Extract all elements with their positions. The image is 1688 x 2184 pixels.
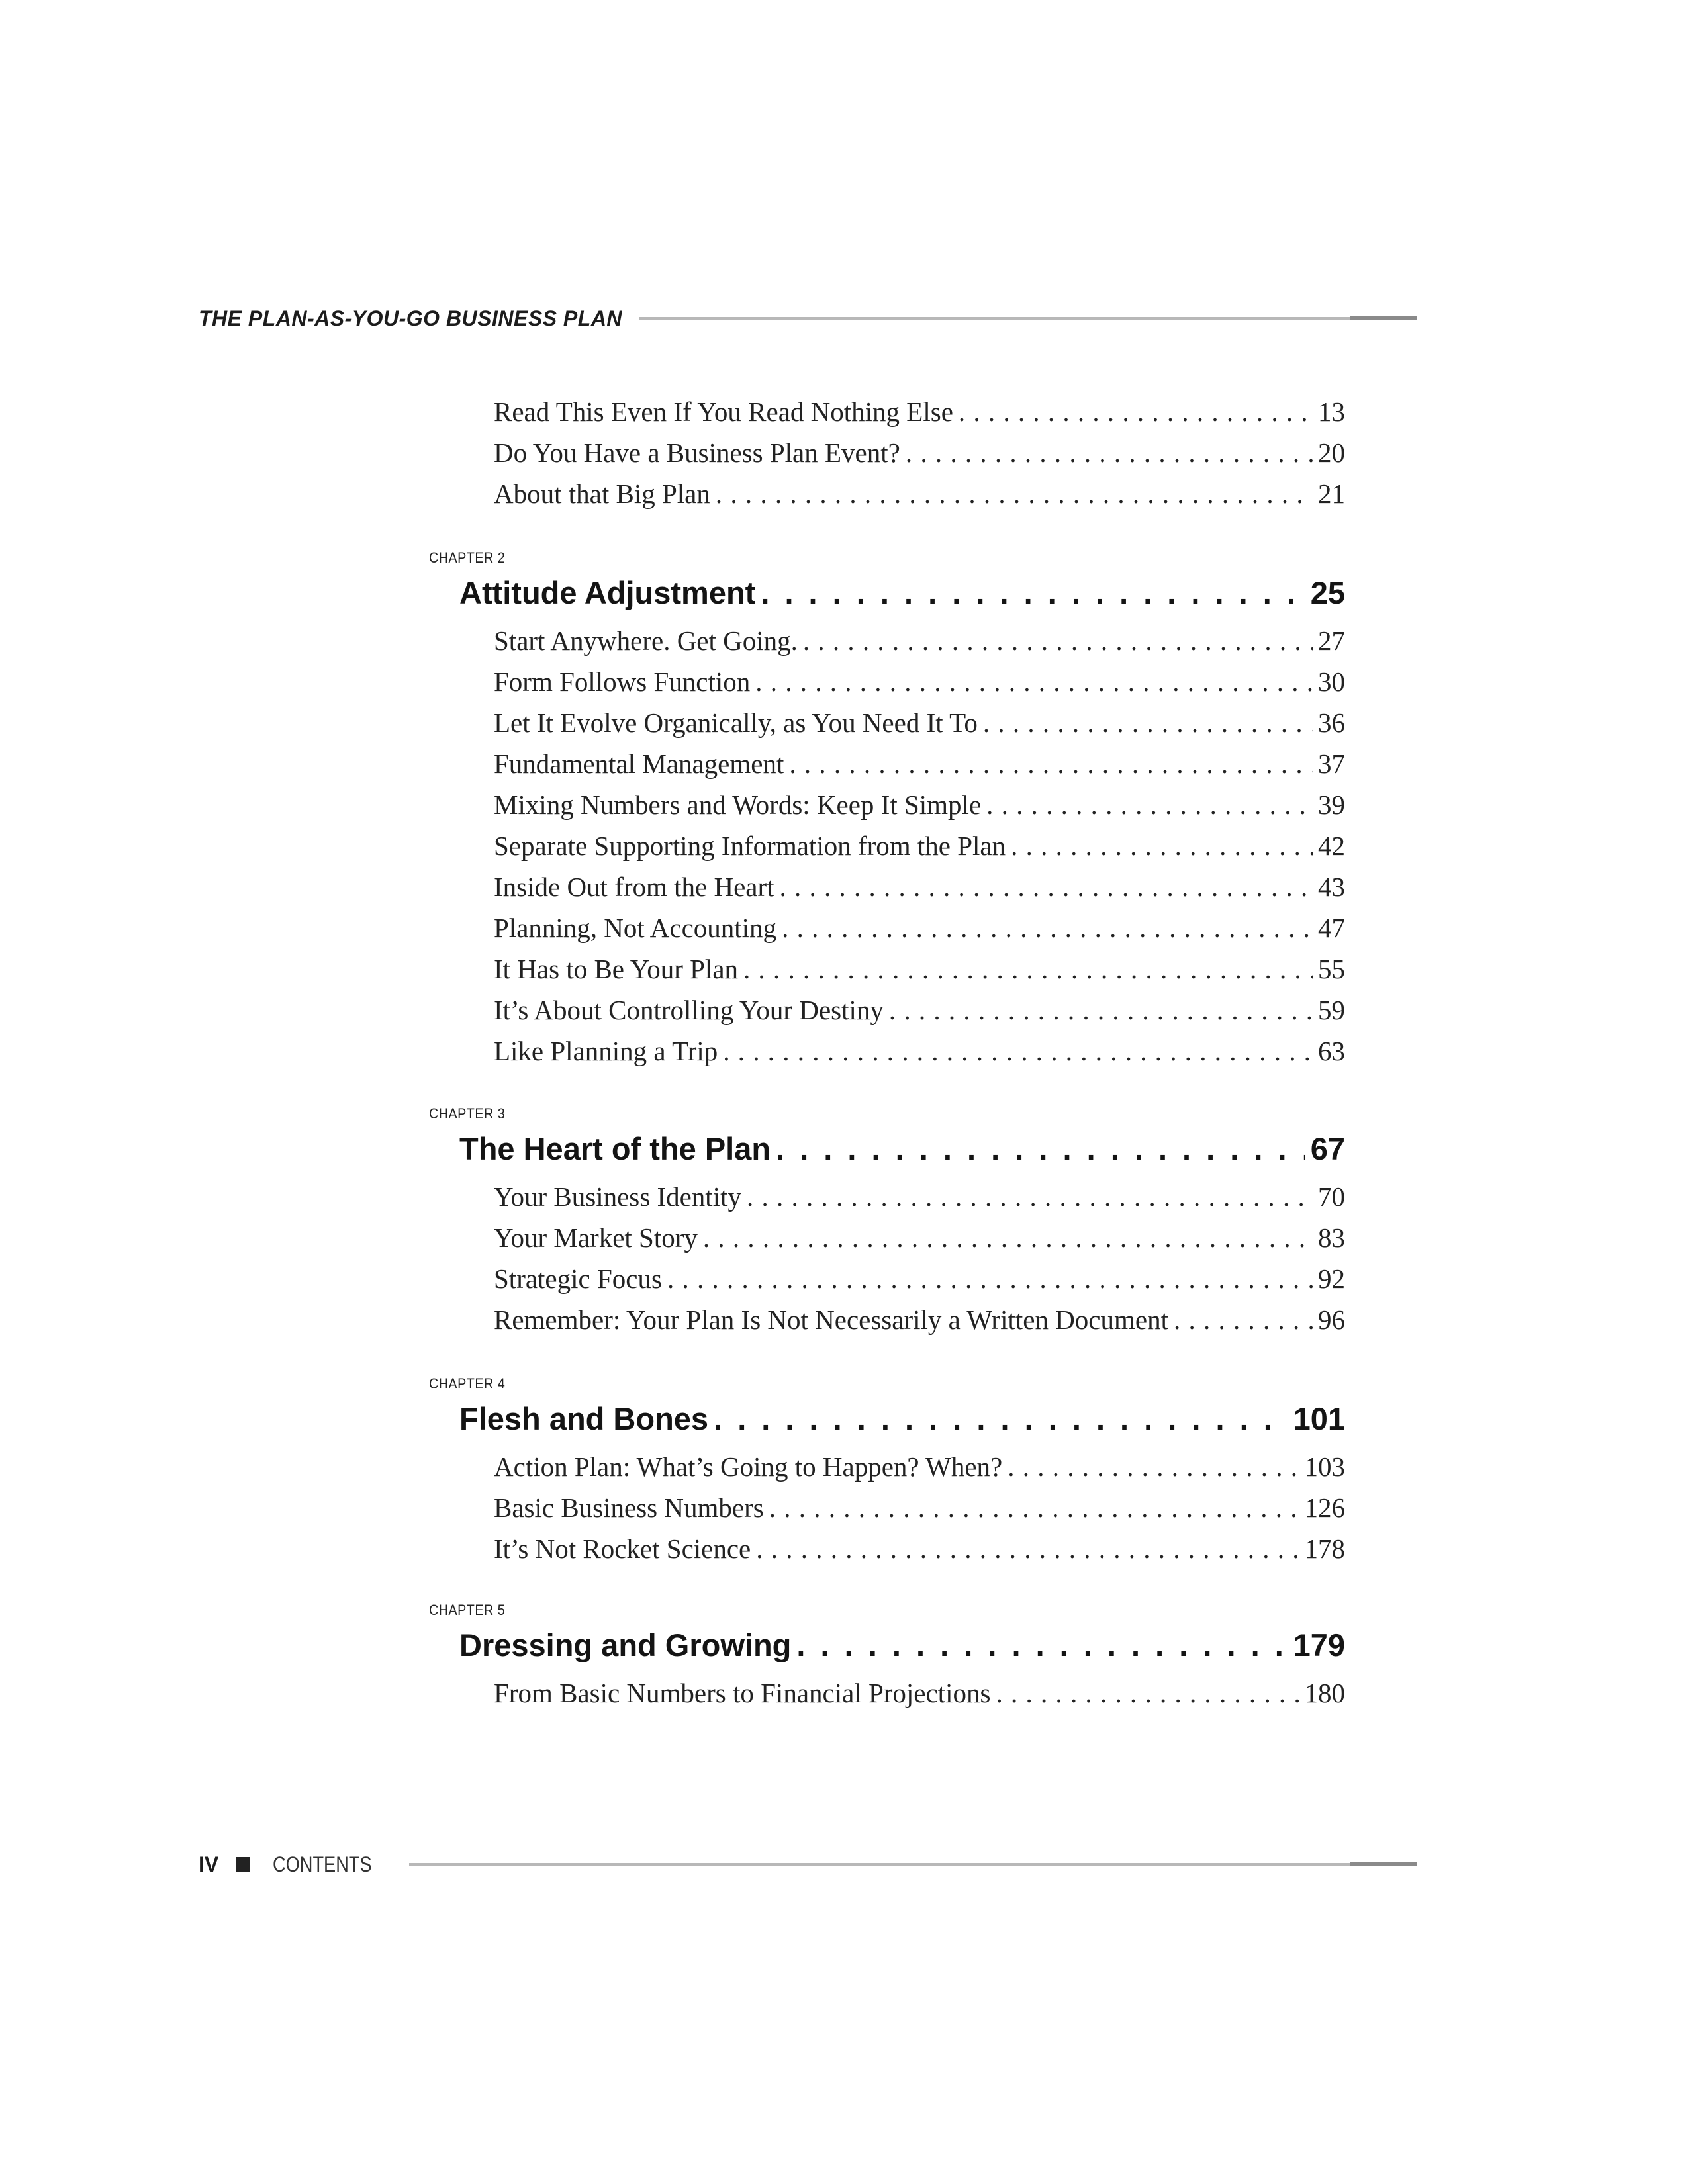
page-number-ref: 96 — [1318, 1304, 1345, 1335]
dot-leader — [743, 948, 1313, 989]
toc-chapter-entry[interactable] — [459, 1125, 1345, 1173]
toc-section-entry[interactable] — [494, 1528, 1345, 1569]
dot-leader — [1174, 1299, 1313, 1340]
toc-section-entry[interactable] — [494, 743, 1345, 784]
running-head-title: THE PLAN-AS-YOU-GO BUSINESS PLAN — [199, 306, 623, 330]
dot-leader — [780, 866, 1313, 907]
dot-leader — [986, 784, 1313, 825]
toc-section-entry[interactable] — [494, 1258, 1345, 1299]
page-number-ref: 47 — [1318, 913, 1345, 943]
chapter-label: CHAPTER 2 — [429, 549, 506, 566]
page-number-ref: 36 — [1318, 707, 1345, 738]
toc-section-entry[interactable] — [494, 1446, 1345, 1487]
page-number-ref: 37 — [1318, 749, 1345, 779]
page-number-ref: 20 — [1318, 437, 1345, 468]
page-number-ref: 126 — [1304, 1492, 1345, 1523]
page-number-ref: 101 — [1293, 1401, 1345, 1436]
toc-section-entry[interactable] — [494, 702, 1345, 743]
page-number-ref: 25 — [1310, 575, 1345, 610]
section-title: Like Planning a Trip — [494, 1036, 718, 1066]
toc-chapter-entry[interactable] — [459, 1395, 1345, 1443]
toc-section-entry[interactable] — [494, 866, 1345, 907]
toc-section-entry[interactable] — [494, 661, 1345, 702]
toc-chapter-entry[interactable] — [459, 569, 1345, 617]
chapter-label: CHAPTER 3 — [429, 1105, 506, 1122]
dot-leader — [1008, 1446, 1299, 1487]
toc-section-entry[interactable] — [494, 1030, 1345, 1071]
dot-leader — [983, 702, 1313, 743]
toc-section-entry[interactable] — [494, 620, 1345, 661]
chapter-label: CHAPTER 4 — [429, 1375, 506, 1392]
page-number-ref: 178 — [1304, 1533, 1345, 1564]
toc-section-entry[interactable] — [494, 825, 1345, 866]
toc-section-entry[interactable] — [494, 1299, 1345, 1340]
section-title: Remember: Your Plan Is Not Necessarily a Written Document — [494, 1304, 1168, 1335]
chapter-label: CHAPTER 5 — [429, 1602, 506, 1618]
section-title: Read This Even If You Read Nothing Else — [494, 396, 953, 427]
chapter-title: The Heart of the Plan — [459, 1131, 771, 1166]
dot-leader — [906, 432, 1313, 473]
page-number-ref: 83 — [1318, 1222, 1345, 1253]
toc-section-entry[interactable] — [494, 1217, 1345, 1258]
dot-leader — [747, 1176, 1313, 1217]
section-title: Strategic Focus — [494, 1263, 662, 1294]
dot-leader — [889, 989, 1313, 1030]
toc-section-entry[interactable] — [494, 784, 1345, 825]
dot-leader — [716, 473, 1313, 514]
toc-section-entry[interactable] — [494, 989, 1345, 1030]
section-title: It Has to Be Your Plan — [494, 954, 739, 984]
toc-section-entry[interactable] — [494, 1672, 1345, 1713]
footer-section-name: CONTENTS — [273, 1852, 372, 1876]
chapter-title: Flesh and Bones — [459, 1401, 709, 1436]
section-title: It’s About Controlling Your Destiny — [494, 995, 884, 1025]
section-title: Mixing Numbers and Words: Keep It Simple — [494, 790, 982, 820]
page-number-ref: 179 — [1293, 1627, 1345, 1662]
page-number-ref: 67 — [1310, 1131, 1345, 1166]
section-title: It’s Not Rocket Science — [494, 1533, 751, 1564]
toc-section-entry[interactable] — [494, 391, 1345, 432]
dot-leader — [755, 661, 1313, 702]
footer-rule — [409, 1863, 1417, 1866]
dot-leader — [959, 391, 1313, 432]
section-title: Planning, Not Accounting — [494, 913, 777, 943]
toc-section-entry[interactable] — [494, 948, 1345, 989]
dot-leader — [714, 1395, 1288, 1443]
toc-section-entry[interactable] — [494, 907, 1345, 948]
section-title: Fundamental Management — [494, 749, 784, 779]
dot-leader — [789, 743, 1313, 784]
toc-chapter-entry[interactable] — [459, 1621, 1345, 1669]
square-bullet-icon — [236, 1857, 250, 1872]
page-number-ref: 92 — [1318, 1263, 1345, 1294]
page-number-ref: 43 — [1318, 872, 1345, 902]
chapter-title: Dressing and Growing — [459, 1627, 792, 1662]
section-title: From Basic Numbers to Financial Projections — [494, 1678, 991, 1708]
dot-leader — [769, 1487, 1299, 1528]
section-title: Let It Evolve Organically, as You Need It To — [494, 707, 978, 738]
dot-leader — [703, 1217, 1313, 1258]
section-title: Start Anywhere. Get Going. — [494, 625, 798, 656]
page-number-ref: 103 — [1304, 1451, 1345, 1482]
page-number-ref: 30 — [1318, 666, 1345, 697]
page-number-ref: 55 — [1318, 954, 1345, 984]
header-rule — [639, 317, 1417, 320]
dot-leader — [776, 1125, 1305, 1173]
section-title: Action Plan: What’s Going to Happen? When? — [494, 1451, 1003, 1482]
dot-leader — [803, 620, 1313, 661]
toc-section-entry[interactable] — [494, 1176, 1345, 1217]
section-title: Do You Have a Business Plan Event? — [494, 437, 900, 468]
page-number-ref: 13 — [1318, 396, 1345, 427]
chapter-title: Attitude Adjustment — [459, 575, 756, 610]
toc-section-entry[interactable] — [494, 432, 1345, 473]
dot-leader — [796, 1621, 1288, 1669]
page-number-ref: 27 — [1318, 625, 1345, 656]
page-number-ref: 42 — [1318, 831, 1345, 861]
dot-leader — [756, 1528, 1299, 1569]
page-number-ref: 59 — [1318, 995, 1345, 1025]
section-title: Separate Supporting Information from the Plan — [494, 831, 1006, 861]
section-title: Form Follows Function — [494, 666, 751, 697]
dot-leader — [723, 1030, 1313, 1071]
section-title: Inside Out from the Heart — [494, 872, 774, 902]
dot-leader — [667, 1258, 1313, 1299]
dot-leader — [761, 569, 1305, 617]
page-number-ref: 39 — [1318, 790, 1345, 820]
toc-section-entry[interactable] — [494, 473, 1345, 514]
section-title: About that Big Plan — [494, 478, 710, 509]
section-title: Your Business Identity — [494, 1181, 741, 1212]
toc-section-entry[interactable] — [494, 1487, 1345, 1528]
page-number-ref: 21 — [1318, 478, 1345, 509]
dot-leader — [1011, 825, 1313, 866]
dot-leader — [782, 907, 1313, 948]
page-footer — [199, 1848, 1417, 1881]
dot-leader — [996, 1672, 1299, 1713]
section-title: Basic Business Numbers — [494, 1492, 764, 1523]
page-number: IV — [199, 1852, 219, 1876]
running-head — [199, 302, 1417, 335]
page-number-ref: 70 — [1318, 1181, 1345, 1212]
section-title: Your Market Story — [494, 1222, 698, 1253]
page-number-ref: 180 — [1304, 1678, 1345, 1708]
page-number-ref: 63 — [1318, 1036, 1345, 1066]
